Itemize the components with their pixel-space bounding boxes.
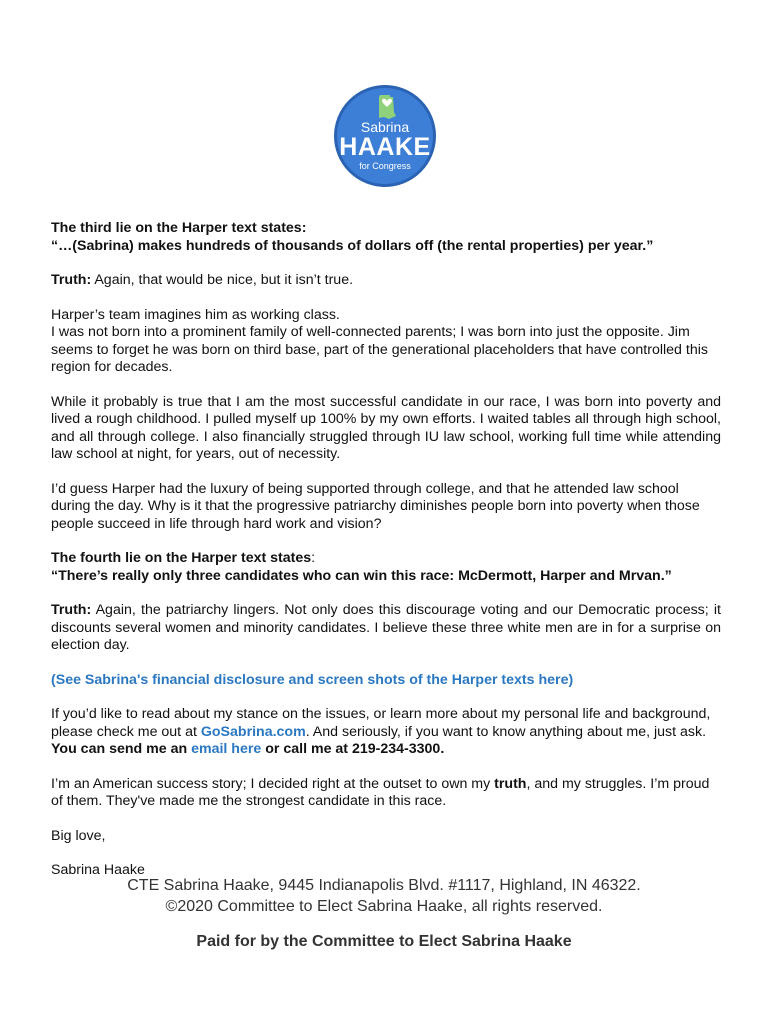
- email-link[interactable]: email here: [191, 741, 262, 757]
- third-lie-quote: “…(Sabrina) makes hundreds of thousands of dollars off (the rental properties) per year.”: [51, 237, 654, 254]
- footer-paid-for: Paid for by the Committee to Elect Sabrina Haake: [196, 933, 572, 950]
- disclosure-paragraph: [51, 672, 721, 690]
- truth-text: Again, that would be nice, but it isn’t true.: [91, 272, 354, 288]
- contact-text-1: If you’d like to read about my stance on the issues, or learn more about my personal life and background, please check me out at: [51, 706, 711, 740]
- campaign-logo: [334, 85, 436, 187]
- indiana-heart-icon: [375, 94, 399, 120]
- logo-last-name: HAAKE: [339, 133, 431, 161]
- truth-label: Truth:: [51, 272, 92, 288]
- working-class-line: Harper’s team imagines him as working class.: [51, 306, 340, 323]
- truth-word: truth: [494, 775, 527, 792]
- signature: Sabrina Haake: [51, 862, 145, 878]
- harper-college-paragraph: I’d guess Harper had the luxury of being supported through college, and that he attended law school during the day. Why is it that the progressive patriarchy diminishes people born into poverty when those people succeed in life through hard work and vision?: [51, 480, 700, 532]
- born-opposite-text: I was not born into a prominent family of well-connected parents; I was born into just the opposite. Jim seems to forget he was born on third base, part of the generational placeholders that have controlled this region for decades.: [51, 324, 708, 375]
- third-lie-paragraph: [51, 220, 721, 255]
- logo-tagline: for Congress: [359, 161, 411, 171]
- contact-text-2: . And seriously, if you want to know anything about me, just ask.: [305, 723, 707, 740]
- closing: Big love,: [51, 827, 106, 844]
- contact-bold-1: You can send me an: [51, 741, 192, 757]
- fourth-lie-paragraph: [51, 550, 721, 585]
- letter-body: [51, 220, 721, 880]
- truth-paragraph-2: [51, 602, 721, 655]
- success-story-paragraph: [51, 776, 721, 811]
- truth-label-2: Truth:: [51, 602, 92, 618]
- fourth-lie-colon: :: [311, 550, 316, 566]
- gosabrina-link[interactable]: GoSabrina.com: [200, 723, 306, 740]
- poverty-paragraph: While it probably is true that I am the most successful candidate in our race, I was born into poverty and lived a rough childhood. I pulled myself up 100% by my own efforts. I waited tables all through high school, and all through college. I also financially struggled through IU law school, working full time while attending law school at night, for years, out of necessity.: [51, 393, 721, 462]
- footer-address: CTE Sabrina Haake, 9445 Indianapolis Blvd. #1117, Highland, IN 46322.: [127, 877, 641, 894]
- working-class-paragraph: [51, 307, 721, 377]
- disclosure-link[interactable]: (See Sabrina's financial disclosure and screen shots of the Harper texts here): [51, 671, 574, 688]
- truth-paragraph-1: [51, 272, 721, 290]
- third-lie-heading: The third lie on the Harper text states:: [51, 220, 307, 236]
- success-text-1: I’m an American success story; I decided right at the outset to own my: [51, 775, 495, 792]
- success-text-2: , and my struggles. I’m proud of them. They've made me the strongest candidate in this race.: [51, 775, 710, 809]
- fourth-lie-quote: “There’s really only three candidates who can win this race: McDermott, Harper and Mrvan.”: [51, 567, 672, 584]
- footer-copyright: ©2020 Committee to Elect Sabrina Haake, all rights reserved.: [165, 898, 603, 915]
- fourth-lie-heading: The fourth lie on the Harper text states: [51, 550, 312, 566]
- contact-bold-2: or call me at 219-234-3300.: [261, 741, 445, 757]
- truth-text-2: Again, the patriarchy lingers. Not only does this discourage voting and our Democratic process; it discounts several women and minority candidates. I believe these three white men are in for a surprise on election day.: [51, 602, 721, 653]
- logo-first-name: Sabrina: [360, 119, 410, 135]
- contact-paragraph: [51, 706, 721, 759]
